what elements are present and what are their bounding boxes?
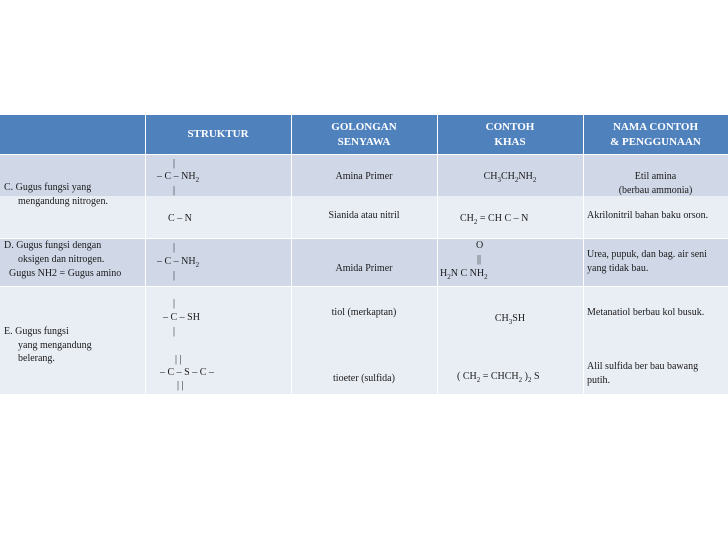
bond-line: | <box>173 298 176 309</box>
bond-lines: | | <box>177 380 184 391</box>
row-d-label-line2: oksigen dan nitrogen. <box>18 254 105 265</box>
functional-groups-table <box>0 115 728 394</box>
example-urea: $H_2N$ C $NH_2$ <box>440 268 488 281</box>
class-nitril: Sianida atau nitril <box>328 210 400 221</box>
bond-lines: | | <box>175 354 182 365</box>
column-divider <box>583 115 584 394</box>
column-divider <box>291 115 292 394</box>
class-amida-primer: Amida Primer <box>335 263 393 274</box>
header-khas: KHAS <box>494 136 526 148</box>
row-e-label-line3: belerang. <box>18 353 55 364</box>
header-penggunaan: & PENGGUNAAN <box>610 136 701 148</box>
usage-urea-line2: yang tidak bau. <box>587 263 649 274</box>
header-senyawa: SENYAWA <box>337 136 391 148</box>
example-alil-sulfida: ( $CH_2$ = $CHCH_2$ )$_2$ S <box>457 371 540 384</box>
amide-structure: – C – $NH_2$ <box>157 256 200 269</box>
example-akrilonitril: $CH_2$ = CH C – N <box>460 213 529 226</box>
nitrile-structure: C – N <box>168 213 192 224</box>
row-divider <box>0 286 728 287</box>
row-e-label-line1: E. Gugus fungsi <box>4 326 69 337</box>
bond-line: | <box>173 326 176 337</box>
row-divider <box>0 238 728 239</box>
class-tiol: tiol (merkaptan) <box>331 307 397 318</box>
row-c-label-line2: mengandung nitrogen. <box>18 196 108 207</box>
double-bond: || <box>477 254 482 265</box>
bond-line: | <box>173 242 176 253</box>
thiol-structure: – C – SH <box>163 312 200 323</box>
header-golongan: GOLONGAN <box>331 121 397 133</box>
row-c-label-line1: C. Gugus fungsi yang <box>4 182 92 193</box>
usage-urea-line1: Urea, pupuk, dan bag. air seni <box>587 249 707 260</box>
row-e-label-line2: yang mengandung <box>18 340 92 351</box>
bond-line: | <box>173 158 176 169</box>
header-struktur: STRUKTUR <box>187 128 249 140</box>
example-metanatiol: $CH_3SH$ <box>494 313 526 326</box>
header-nama-contoh: NAMA CONTOH <box>612 121 699 133</box>
bond-line: | <box>173 270 176 281</box>
example-urea-oxygen: O <box>476 240 484 251</box>
amine-structure: – C – $NH_2$ <box>157 171 200 184</box>
row-d-label-line1: D. Gugus fungsi dengan <box>4 240 102 251</box>
header-contoh: CONTOH <box>485 121 535 133</box>
row-divider <box>0 154 728 155</box>
usage-akrilonitril: Akrilonitril bahan baku orson. <box>587 210 709 221</box>
column-divider <box>437 115 438 394</box>
thioether-structure: – C – S – C – <box>160 367 214 378</box>
column-divider <box>145 115 146 394</box>
example-etil-amina: $CH_3CH_2NH_2$ <box>483 171 537 184</box>
class-tioeter: tioeter (sulfida) <box>333 373 395 384</box>
row-d-label-line3: Gugus NH2 = Gugus amino <box>9 268 122 279</box>
usage-alil-sulfida-line1: Alil sulfida ber bau bawang <box>587 361 699 372</box>
usage-etil-amina-note: (berbau ammonia) <box>618 185 693 196</box>
usage-metanatiol: Metanatiol berbau kol busuk. <box>587 307 705 318</box>
class-amina-primer: Amina Primer <box>335 171 393 182</box>
bond-line: | <box>173 185 176 196</box>
usage-etil-amina: Etil amina <box>634 171 677 182</box>
usage-alil-sulfida-line2: putih. <box>587 375 611 386</box>
